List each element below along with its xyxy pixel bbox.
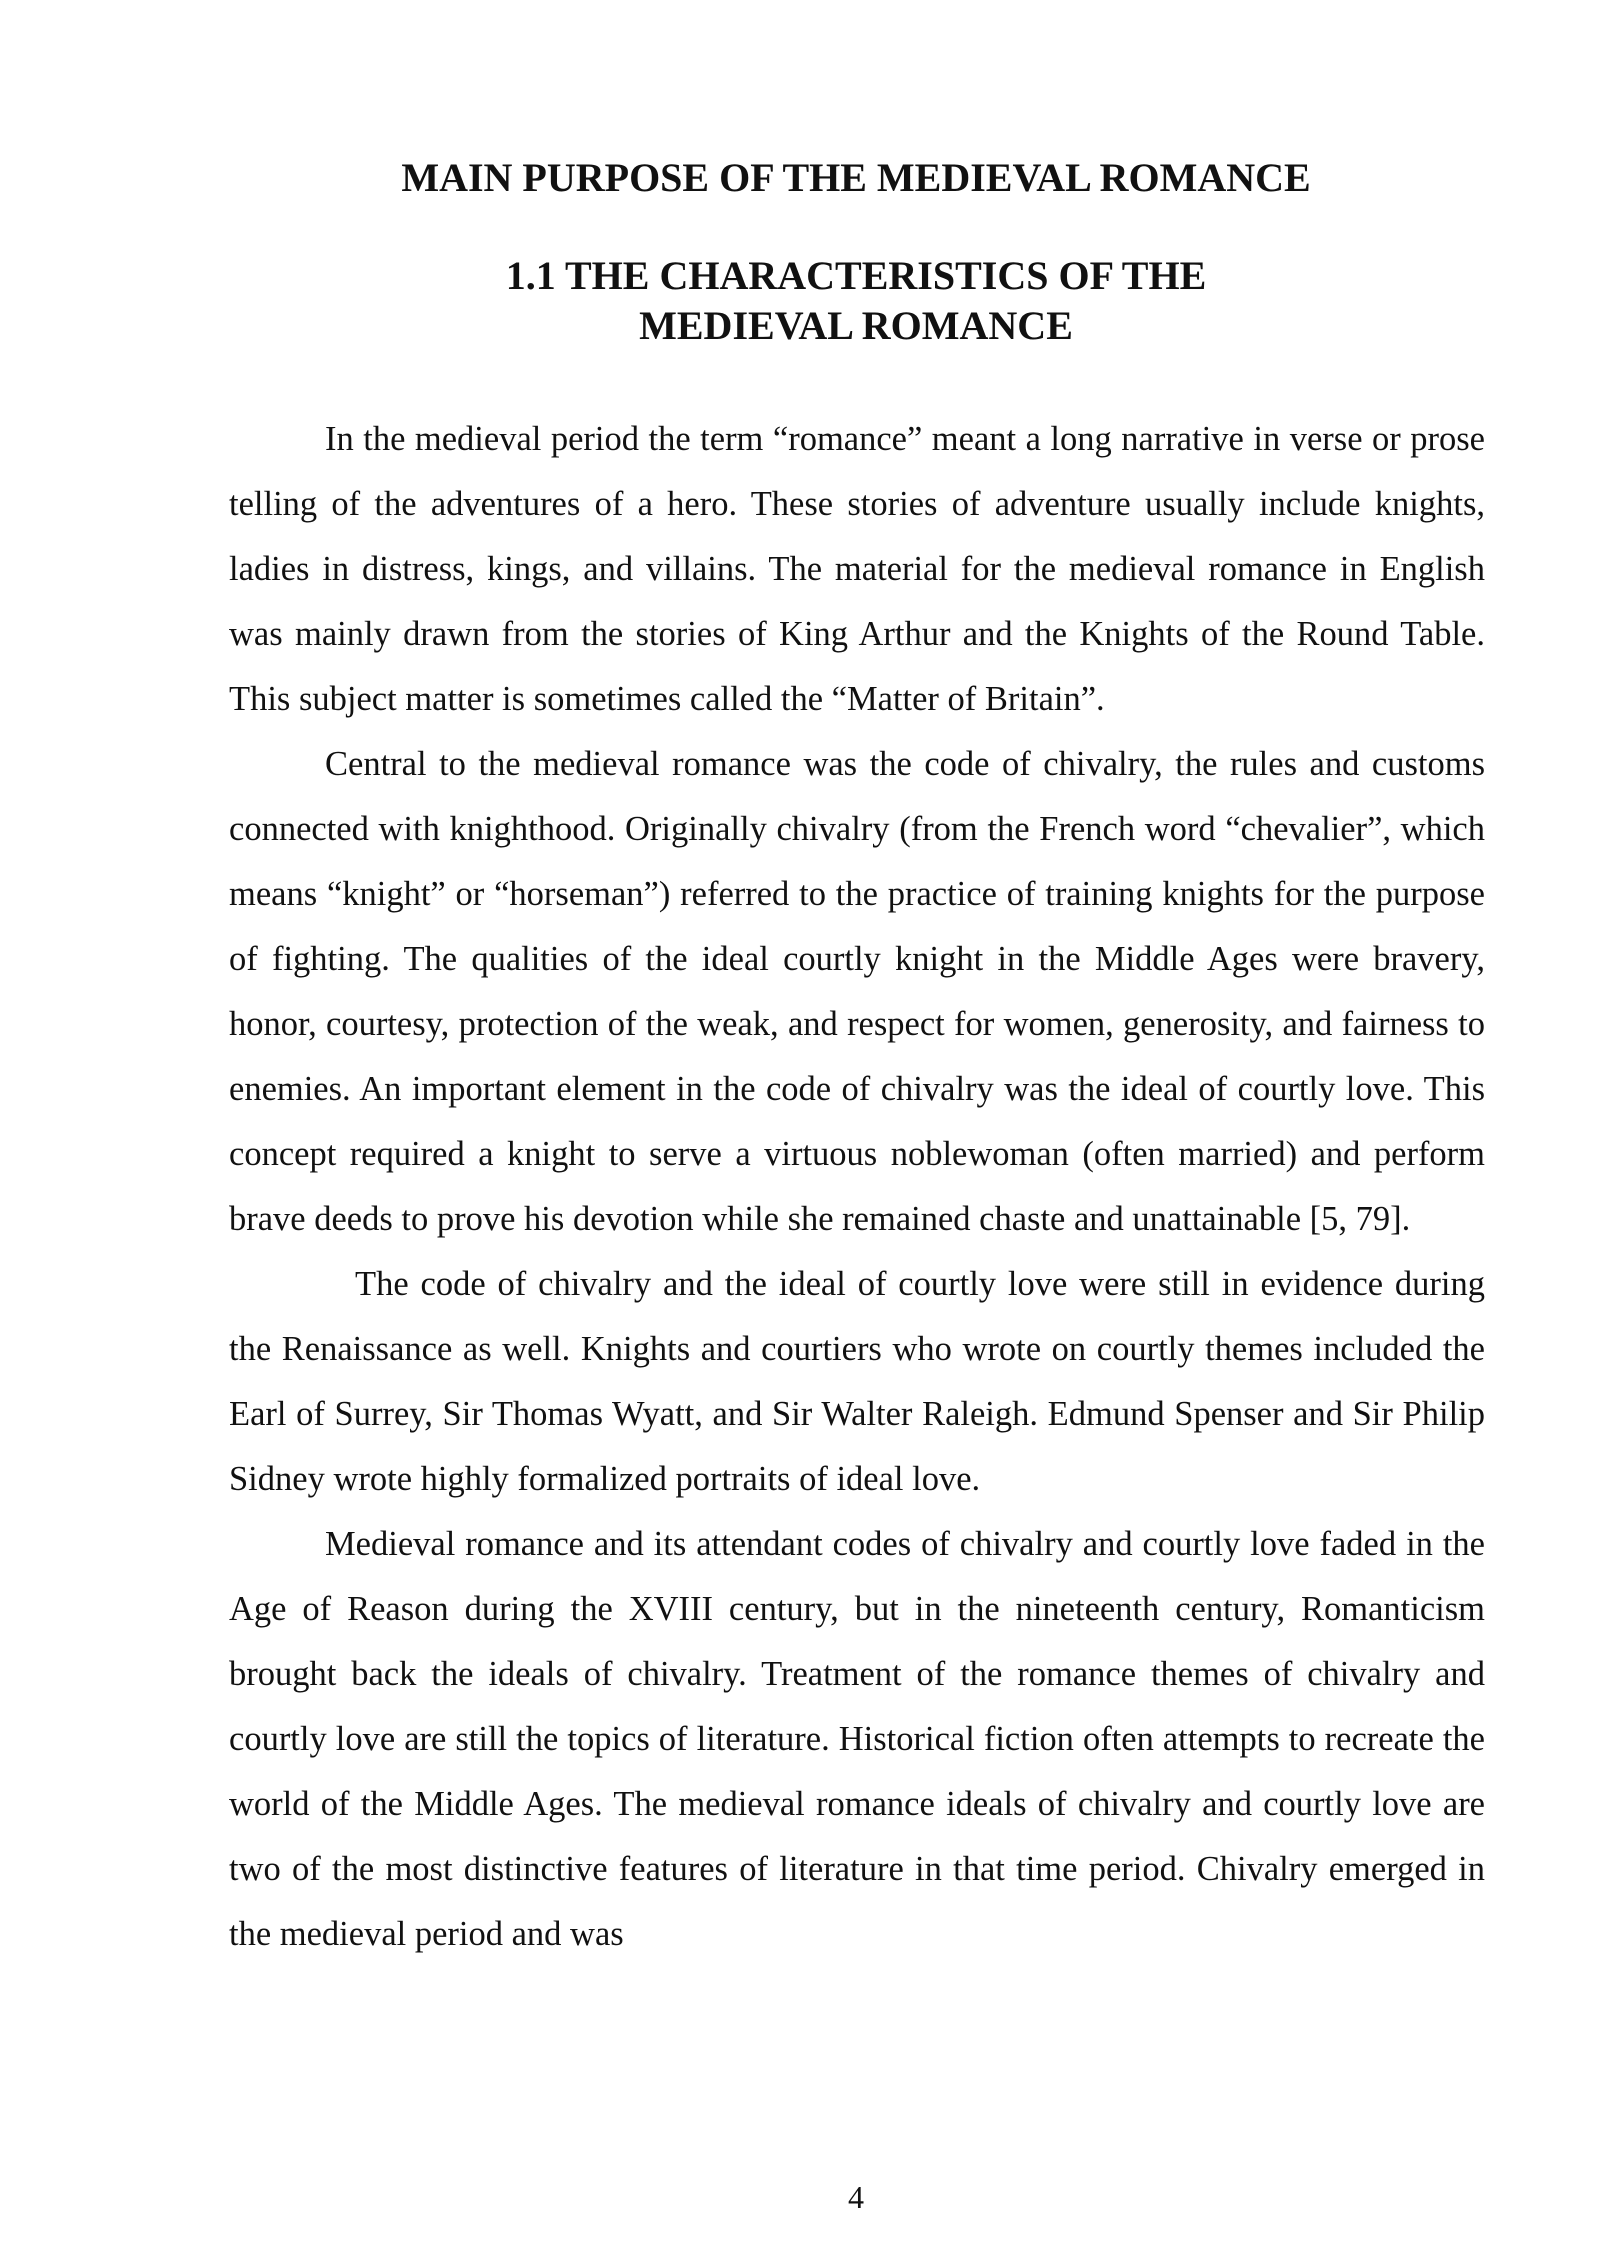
section-heading (0, 251, 1600, 351)
paragraph-1: In the medieval period the term “romance” meant a long narrative in verse or prose telling of the adventures of a hero. These stories of adventure usually include knights, ladies in distress, kings, and villains. The material for the medieval romance in English was mainly drawn from the stories of King Arthur and the Knights of the Round Table. This subject matter is sometimes called the “Matter of Britain”. (229, 420, 1485, 718)
chapter-heading: MAIN PURPOSE OF THE MEDIEVAL ROMANCE (401, 155, 1311, 200)
section-heading-line-1: 1.1 THE CHARACTERISTICS OF THE (505, 253, 1207, 298)
paragraph-3: The code of chivalry and the ideal of courtly love were still in evidence during the Renaissance as well. Knights and courtiers who wrote on courtly themes included the Earl of Surrey, Sir Thomas Wyatt, and Sir Walter Raleigh. Edmund Spenser and Sir Philip Sidney wrote highly formalized portraits of ideal love. (229, 1265, 1485, 1498)
paragraph-4: Medieval romance and its attendant codes of chivalry and courtly love faded in the Age of Reason during the XVIII century, but in the nineteenth century, Romanticism brought back the ideals of chivalry. Treatment of the romance themes of chivalry and courtly love are still the topics of literature. Historical fiction often attempts to recreate the world of the Middle Ages. The medieval romance ideals of chivalry and courtly love are two of the most distinctive features of literature in that time period. Chivalry emerged in the medieval period and was (229, 1525, 1485, 1953)
section-heading-line-2: MEDIEVAL ROMANCE (639, 303, 1073, 348)
paragraph-2: Central to the medieval romance was the code of chivalry, the rules and customs connected with knighthood. Originally chivalry (from the French word “chevalier”, which means “knight” or “horseman”) referred to the practice of training knights for the purpose of fighting. The qualities of the ideal courtly knight in the Middle Ages were bravery, honor, courtesy, protection of the weak, and respect for women, generosity, and fairness to enemies. An important element in the code of chivalry was the ideal of courtly love. This concept required a knight to serve a virtuous noblewoman (often married) and perform brave deeds to prove his devotion while she remained chaste and unattainable [5, 79]. (229, 745, 1485, 1238)
page-number: 4 (848, 2179, 864, 2215)
body-text (229, 407, 1485, 1967)
